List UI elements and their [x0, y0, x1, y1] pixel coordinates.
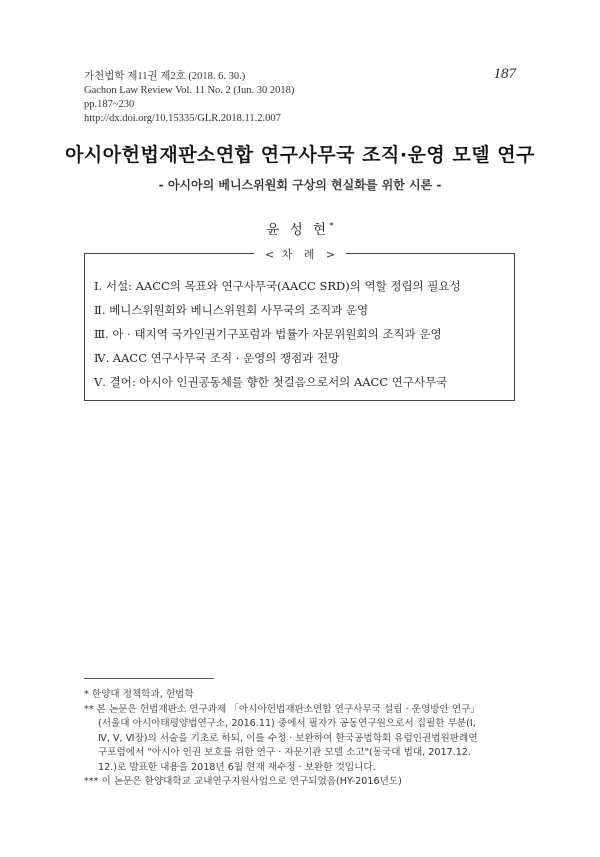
author-footnote-mark: *: [329, 221, 334, 232]
toc-label: [254, 246, 346, 262]
paper-title: 아시아헌법재판소연합 연구사무국 조직·운영 모델 연구: [65, 144, 535, 166]
toc-item[interactable]: Ⅲ. 아 · 태지역 국가인권기구포럼과 법률가 자문위원회의 조직과 운영: [94, 327, 442, 341]
footnote-2-line: ** 본 논문은 헌법재판소 연구과제 「아시아헌법재판소연합 연구사무국 설립 · 운영방안 연구」: [84, 703, 480, 715]
chevron-left-icon: <: [264, 248, 275, 261]
journal-issue-en: Gachon Law Review Vol. 11 No. 2 (Jun. 30 2018): [84, 85, 295, 96]
toc-label-text: 차 례: [281, 248, 319, 261]
doi-link[interactable]: http://dx.doi.org/10.15335/GLR.2018.11.2.007: [84, 113, 281, 124]
footnote-2-line: 구포럼에서 "아시아 인권 보호를 위한 연구 · 자문기관 모델 소고"(동국대 법대, 2017.12.: [98, 747, 471, 758]
footnote-2-line: 12.)로 발표한 내용을 2018년 6월 현재 재수정 · 보완한 것입니다.: [98, 761, 376, 773]
journal-issue: 가천법학 제11권 제2호 (2018. 6. 30.): [84, 71, 246, 82]
page-range: pp.187~230: [84, 99, 135, 110]
footnote-3: *** 이 논문은 한양대학교 교내연구지원사업으로 연구되었음(HY-2016년도): [84, 776, 402, 787]
toc-item[interactable]: Ⅱ. 베니스위원회와 베니스위원회 사무국의 조직과 운영: [94, 303, 369, 317]
footnotes: [84, 688, 524, 790]
toc-item[interactable]: Ⅰ. 서설: AACC의 목표와 연구사무국(AACC SRD)의 역할 정립의 필요성: [94, 279, 461, 293]
paper-subtitle: - 아시아의 베니스위원회 구상의 현실화를 위한 시론 -: [158, 178, 442, 192]
author: [0, 218, 600, 238]
toc-list: [94, 274, 514, 394]
chevron-right-icon: >: [325, 248, 336, 261]
toc-item[interactable]: Ⅴ. 결어: 아시아 인권공동체를 향한 첫걸음으로서의 AACC 연구사무국: [94, 375, 448, 389]
page-number: 187: [493, 66, 516, 82]
footnote-divider: [84, 678, 214, 679]
author-name: 윤 성 현: [266, 222, 330, 238]
journal-meta: [84, 70, 294, 126]
footnote-1: * 한양대 정책학과, 헌법학: [84, 689, 194, 700]
footnote-2-line: Ⅳ, Ⅴ, Ⅵ장)의 서술을 기초로 하되, 이를 수정 · 보완하여 한국공법학회 유럽인권법원판례연: [98, 732, 478, 744]
toc-item[interactable]: Ⅳ. AACC 연구사무국 조직 · 운영의 쟁점과 전망: [94, 351, 340, 365]
footnote-2-line: (서울대 아시아태평양법연구소, 2016.11) 중에서 필자가 공동연구원으로서 집필한 부분(Ⅰ,: [98, 718, 476, 729]
